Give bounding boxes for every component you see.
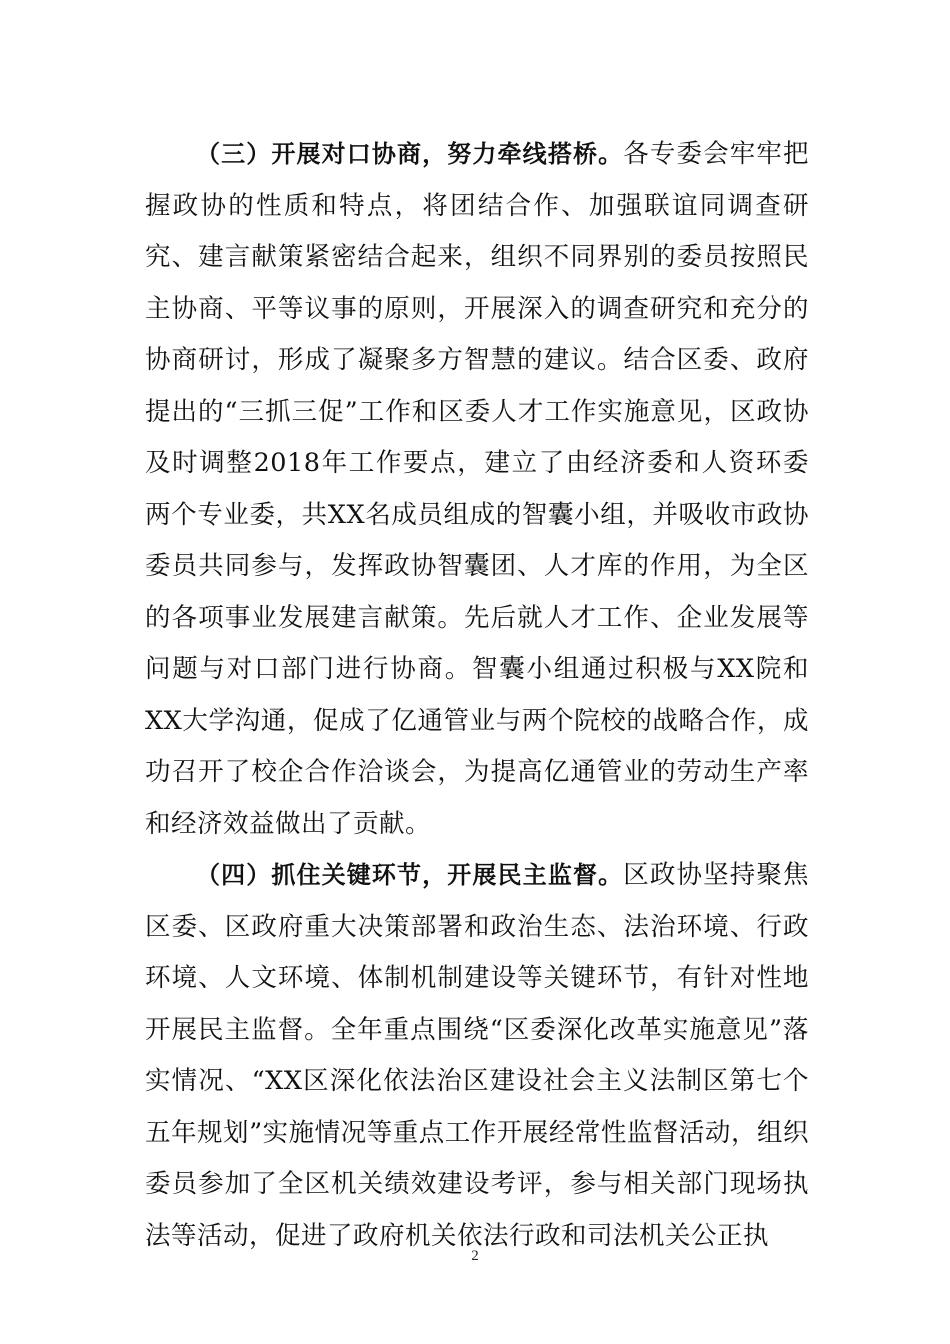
section-heading-three: （三）开展对口协商，努力牵线搭桥。 [196, 140, 624, 168]
paragraph-consultation [145, 129, 809, 850]
page-number: 2 [471, 1248, 479, 1264]
paragraph-text: 各专委会牢牢把握政协的性质和特点，将团结合作、加强联谊同调查研究、建言献策紧密结合起来，组织不同界别的委员按照民主协商、平等议事的原则，开展深入的调查研究和充分的协商研讨，形成了凝聚多方智慧的建议。结合区委、政府提出的“三抓三促”工作和区委人才工作实施意见，区政协及时调整2018年工作要点，建立了由经济委和人资环委两个专业委，共XX名成员组成的智囊小组，并吸收市政协委员共同参与，发挥政协智囊团、人才库的作用，为全区的各项事业发展建言献策。先后就人才工作、企业发展等问题与对口部门进行协商。智囊小组通过积极与XX院和XX大学沟通，促成了亿通管业与两个院校的战略合作，成功召开了校企合作洽谈会，为提高亿通管业的劳动生产率和经济效益做出了贡献。 [145, 139, 809, 839]
paragraph-supervision [145, 850, 809, 1262]
paragraph-text: 区政协坚持聚焦区委、区政府重大决策部署和政治生态、法治环境、行政环境、人文环境、体制机制建设等关键环节，有针对性地开展民主监督。全年重点围绕“区委深化改革实施意见”落实情况、“XX区深化依法治区建设社会主义法制区第七个五年规划”实施情况等重点工作开展经常性监督活动，组织委员参加了全区机关绩效建设考评，参与相关部门现场执法等活动，促进了政府机关依法行政和司法机关公正执 [145, 860, 809, 1251]
section-heading-four: （四）抓住关键环节，开展民主监督。 [196, 861, 624, 889]
document-body [145, 129, 809, 1262]
